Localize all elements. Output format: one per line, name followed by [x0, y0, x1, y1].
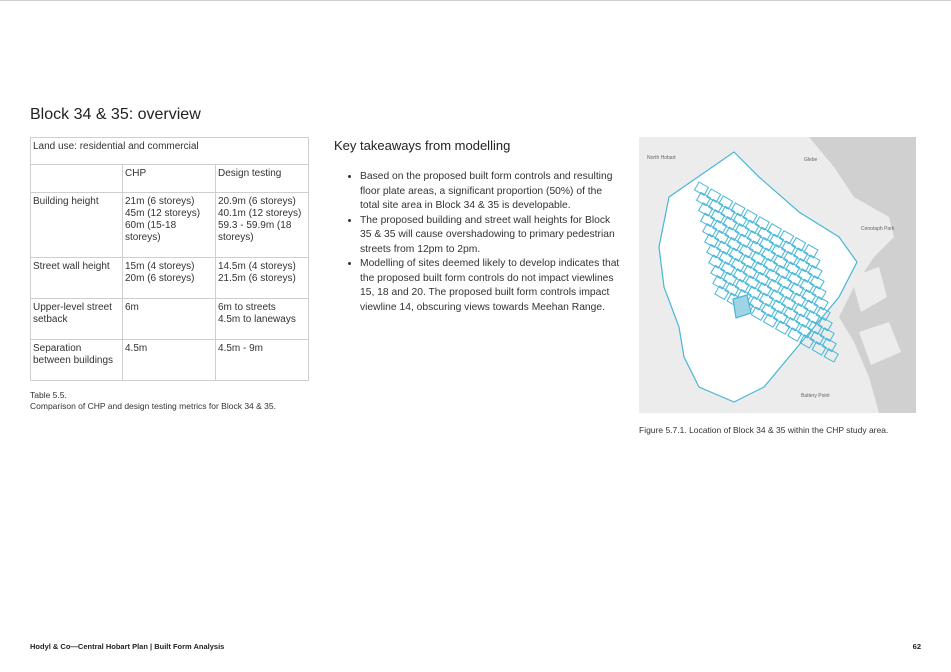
header-blank [31, 165, 123, 193]
takeaway-item: • Modelling of sites deemed likely to develop indicates that the proposed built form controls do not impact viewlines 15, 18 and 20. The proposed built form controls impact viewline 14, obscuring views towards Meehan Range. [360, 257, 622, 315]
chp-line: 6m [125, 302, 139, 313]
takeaway-item: • Based on the proposed built form controls and resulting floor plate areas, a significant proportion (50%) of the total site area in Block 34 & 35 is developable. [360, 170, 622, 214]
design-value [216, 193, 309, 258]
design-line: 59.3 - 59.9m (18 storeys) [218, 220, 292, 243]
table-caption-text: Comparison of CHP and design testing metrics for Block 34 & 35. [30, 401, 276, 411]
chp-line: 21m (6 storeys) [125, 196, 195, 207]
location-map [639, 137, 916, 413]
row-label: Street wall height [31, 258, 123, 299]
table-row [31, 258, 309, 299]
takeaways-title: Key takeaways from modelling [334, 138, 511, 153]
figure-caption: Figure 5.7.1. Location of Block 34 & 35 within the CHP study area. [639, 425, 889, 435]
map-label-north-hobart: North Hobart [647, 155, 676, 161]
chp-value [123, 299, 216, 340]
table-row-land-use [31, 138, 309, 165]
design-value [216, 340, 309, 381]
chp-line: 4.5m [125, 343, 148, 354]
header-design-testing: Design testing [216, 165, 309, 193]
page-number: 62 [912, 642, 921, 651]
row-label: Upper-level street setback [31, 299, 123, 340]
land-use-cell: Land use: residential and commercial [31, 138, 309, 165]
map-graphic [639, 137, 916, 413]
chp-line: 20m (6 storeys) [125, 273, 195, 284]
table-caption [30, 390, 276, 412]
design-line: 21.5m (6 storeys) [218, 273, 296, 284]
table-row [31, 340, 309, 381]
takeaways-list [346, 170, 622, 315]
map-label-cenotaph-park: Cenotaph Park [861, 226, 895, 232]
table-caption-number: Table 5.5. [30, 390, 67, 400]
chp-line: 45m (12 storeys) [125, 208, 201, 219]
chp-value [123, 340, 216, 381]
chp-value [123, 193, 216, 258]
design-line: 20.9m (6 storeys) [218, 196, 296, 207]
design-line: 14.5m (4 storeys) [218, 261, 296, 272]
footer-text: Hodyl & Co—Central Hobart Plan | Built Form Analysis [30, 642, 225, 651]
design-value [216, 299, 309, 340]
chp-line: 15m (4 storeys) [125, 261, 195, 272]
row-label: Building height [31, 193, 123, 258]
chp-line: 60m (15-18 storeys) [125, 220, 177, 243]
map-label-glebe: Glebe [804, 157, 818, 163]
map-label-battery-point: Battery Point [801, 393, 830, 399]
takeaway-item: • The proposed building and street wall heights for Block 35 & 35 will cause overshadowing to primary pedestrian streets from 12pm to 2pm. [360, 214, 622, 258]
page-title: Block 34 & 35: overview [30, 106, 201, 123]
row-label: Separation between buildings [31, 340, 123, 381]
design-line: 4.5m - 9m [218, 343, 264, 354]
chp-value [123, 258, 216, 299]
top-border [0, 0, 951, 1]
header-chp: CHP [123, 165, 216, 193]
design-line: 40.1m (12 storeys) [218, 208, 302, 219]
design-value [216, 258, 309, 299]
table-row [31, 299, 309, 340]
table-row [31, 193, 309, 258]
comparison-table [30, 137, 309, 381]
design-line: 6m to streets [218, 302, 276, 313]
table-header-row [31, 165, 309, 193]
design-line: 4.5m to laneways [218, 314, 296, 325]
